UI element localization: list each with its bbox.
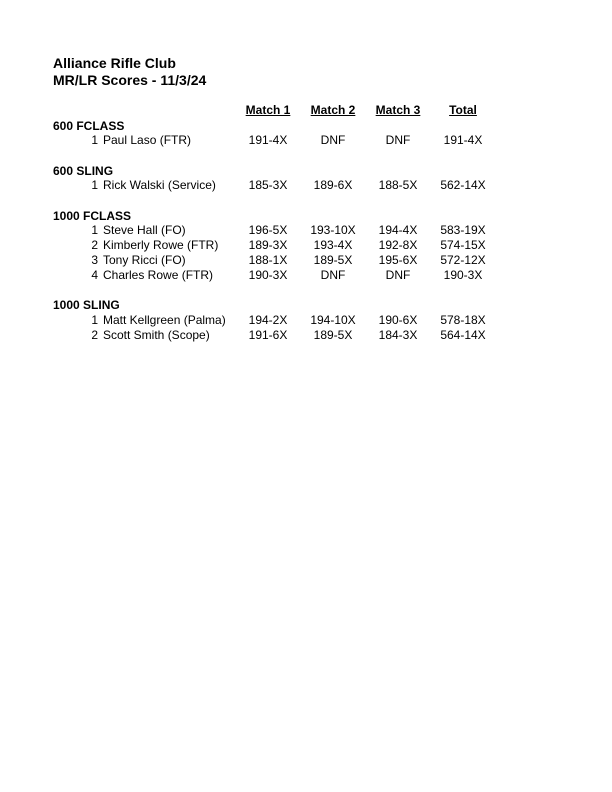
section-title-600-fclass: 600 FCLASS [53, 119, 125, 133]
rank: 1 [91, 178, 98, 192]
match-2-score: 193-4X [313, 238, 353, 252]
shooter-name: Steve Hall (FO) [103, 223, 186, 237]
column-header-match-1: Match 1 [245, 103, 291, 117]
match-1-score: 190-3X [248, 268, 288, 282]
table-row [0, 268, 612, 283]
match-3-score: 188-5X [378, 178, 418, 192]
match-2-score: 189-5X [313, 328, 353, 342]
page-subtitle: MR/LR Scores - 11/3/24 [53, 72, 207, 88]
total-score: 574-15X [440, 238, 486, 252]
match-3-score: 192-8X [378, 238, 418, 252]
match-3-score: 190-6X [378, 313, 418, 327]
match-2-score: DNF [320, 133, 346, 147]
shooter-name: Matt Kellgreen (Palma) [103, 313, 226, 327]
shooter-name: Kimberly Rowe (FTR) [103, 238, 219, 252]
rank: 1 [91, 313, 98, 327]
match-3-score: 184-3X [378, 328, 418, 342]
rank: 3 [91, 253, 98, 267]
match-1-score: 194-2X [248, 313, 288, 327]
total-score: 562-14X [440, 178, 486, 192]
match-2-score: 189-5X [313, 253, 353, 267]
rank: 1 [91, 133, 98, 147]
match-3-score: DNF [385, 268, 411, 282]
section-title-600-sling: 600 SLING [53, 164, 114, 178]
total-score: 583-19X [440, 223, 486, 237]
match-3-score: 194-4X [378, 223, 418, 237]
total-score: 190-3X [443, 268, 483, 282]
rank: 2 [91, 238, 98, 252]
match-1-score: 189-3X [248, 238, 288, 252]
match-1-score: 191-6X [248, 328, 288, 342]
match-2-score: 194-10X [310, 313, 356, 327]
total-score: 572-12X [440, 253, 486, 267]
section-title-1000-fclass: 1000 FCLASS [53, 209, 132, 223]
total-score: 564-14X [440, 328, 486, 342]
rank: 2 [91, 328, 98, 342]
section-title-1000-sling: 1000 SLING [53, 298, 120, 312]
match-1-score: 188-1X [248, 253, 288, 267]
total-score: 191-4X [443, 133, 483, 147]
table-row [0, 328, 612, 343]
match-1-score: 196-5X [248, 223, 288, 237]
rank: 1 [91, 223, 98, 237]
match-2-score: 193-10X [310, 223, 356, 237]
shooter-name: Tony Ricci (FO) [103, 253, 186, 267]
table-row [0, 178, 612, 193]
table-row [0, 223, 612, 238]
table-row [0, 133, 612, 148]
match-2-score: DNF [320, 268, 346, 282]
table-row [0, 253, 612, 268]
column-header-match-2: Match 2 [310, 103, 356, 117]
column-header-match-3: Match 3 [375, 103, 421, 117]
match-2-score: 189-6X [313, 178, 353, 192]
match-3-score: 195-6X [378, 253, 418, 267]
shooter-name: Scott Smith (Scope) [103, 328, 210, 342]
table-row [0, 238, 612, 253]
column-header-total: Total [449, 103, 477, 117]
match-1-score: 191-4X [248, 133, 288, 147]
shooter-name: Rick Walski (Service) [103, 178, 216, 192]
total-score: 578-18X [440, 313, 486, 327]
shooter-name: Charles Rowe (FTR) [103, 268, 214, 282]
match-1-score: 185-3X [248, 178, 288, 192]
rank: 4 [91, 268, 98, 282]
shooter-name: Paul Laso (FTR) [103, 133, 192, 147]
match-3-score: DNF [385, 133, 411, 147]
table-row [0, 313, 612, 328]
club-name: Alliance Rifle Club [53, 55, 176, 71]
